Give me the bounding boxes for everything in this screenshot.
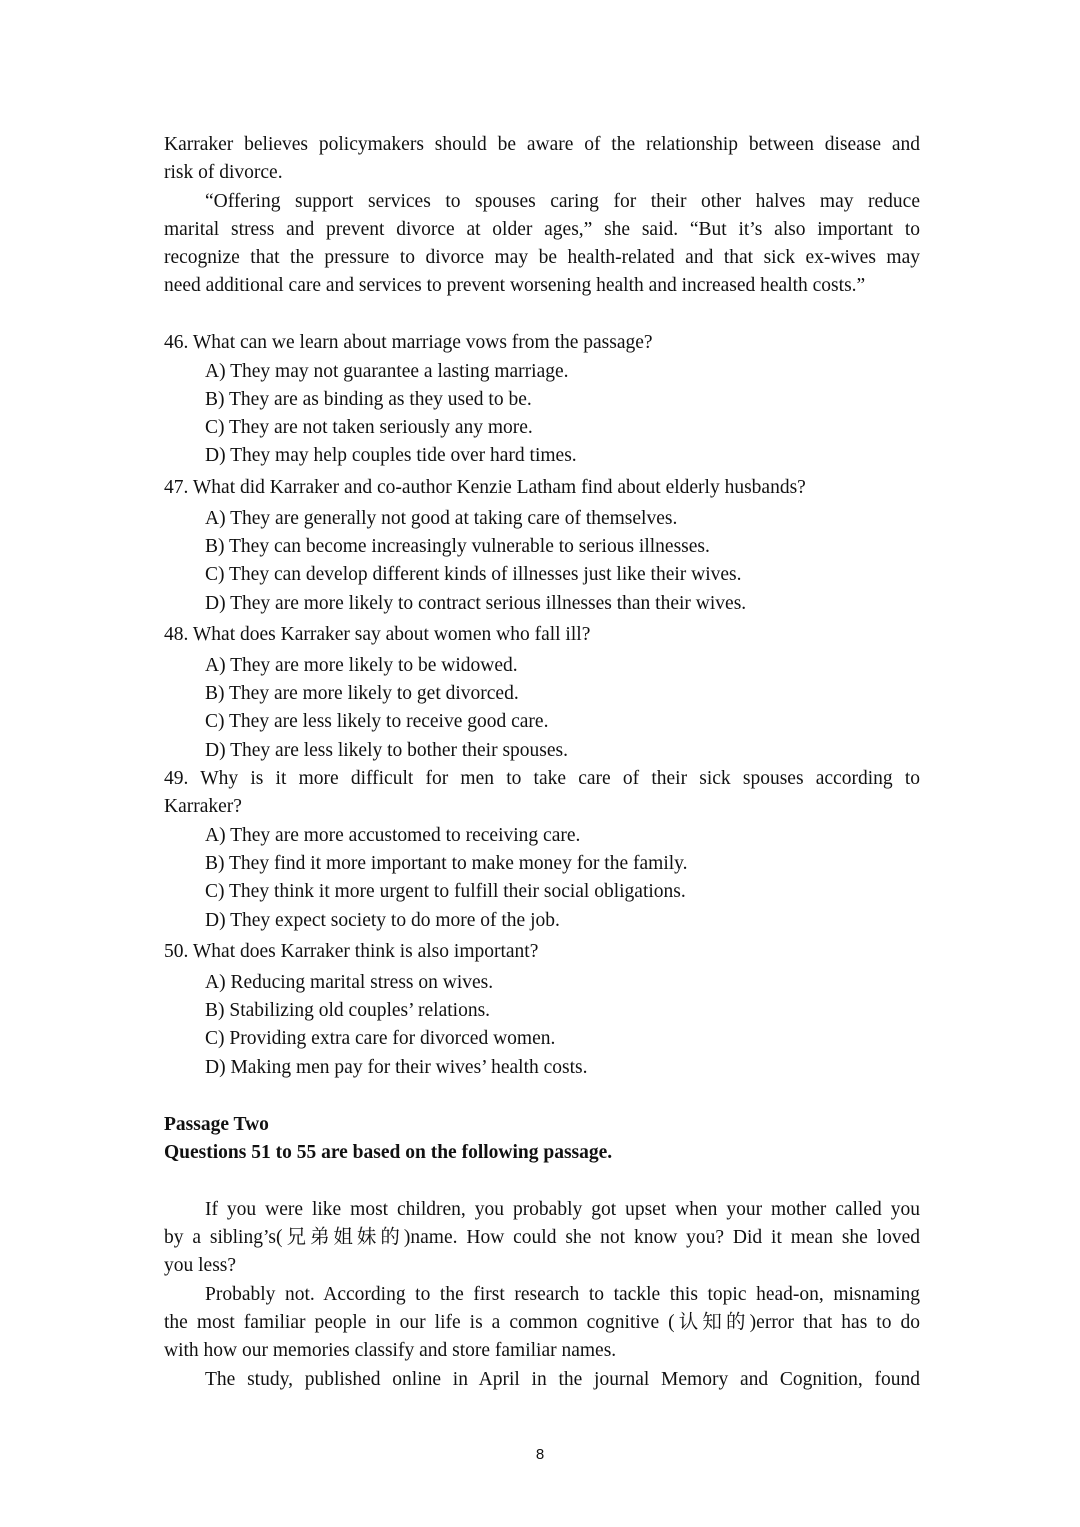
question-stem: 48. What does Karraker say about women who fall ill? [164,624,591,645]
intro-line: Karraker believes policymakers should be aware of the relationship between disease and [164,134,920,155]
answer-option: D) Making men pay for their wives’ health costs. [205,1057,588,1078]
question-stem: 50. What does Karraker think is also important? [164,941,539,962]
answer-option: D) They are less likely to bother their spouses. [205,740,569,761]
answer-option: D) They may help couples tide over hard times. [205,445,577,466]
answer-option: B) They are as binding as they used to be. [205,389,532,410]
intro-line: risk of divorce. [164,162,283,183]
question-stem: 46. What can we learn about marriage vows from the passage? [164,332,653,353]
quote-line: need additional care and services to prevent worsening health and increased health costs.” [164,275,866,296]
answer-option: C) They can develop different kinds of illnesses just like their wives. [205,564,742,585]
question-stem: 49. Why is it more difficult for men to take care of their sick spouses according to [164,768,920,789]
answer-option: B) They find it more important to make money for the family. [205,853,688,874]
answer-option: C) They are not taken seriously any more. [205,417,533,438]
answer-option: A) They are more likely to be widowed. [205,655,518,676]
quote-line: recognize that the pressure to divorce may be health-related and that sick ex-wives may [164,247,920,268]
passage-line: you less? [164,1255,237,1276]
passage-line: The study, published online in April in the journal Memory and Cognition, found [205,1369,920,1390]
passage-line: Probably not. According to the first research to tackle this topic head-on, misnaming [205,1284,920,1305]
question-stem: 47. What did Karraker and co-author Kenzie Latham find about elderly husbands? [164,477,806,498]
passage-subheading: Questions 51 to 55 are based on the following passage. [164,1142,613,1163]
answer-option: B) Stabilizing old couples’ relations. [205,1000,491,1021]
quote-line: marital stress and prevent divorce at older ages,” she said. “But it’s also important to [164,219,920,240]
answer-option: A) They are generally not good at taking care of themselves. [205,508,678,529]
passage-line: by a sibling’s(兄弟姐妹的)name. How could she not know you? Did it mean she loved [164,1227,920,1248]
answer-option: A) They are more accustomed to receiving care. [205,825,581,846]
passage-line: the most familiar people in our life is a common cognitive (认知的)error that has to do [164,1312,920,1333]
answer-option: C) They think it more urgent to fulfill their social obligations. [205,881,686,902]
passage-heading: Passage Two [164,1114,269,1135]
answer-option: A) They may not guarantee a lasting marriage. [205,361,569,382]
question-stem: Karraker? [164,796,242,817]
passage-line: If you were like most children, you probably got upset when your mother called you [205,1199,920,1220]
page-number: 8 [535,1446,545,1463]
answer-option: B) They can become increasingly vulnerable to serious illnesses. [205,536,710,557]
quote-line: “Offering support services to spouses caring for their other halves may reduce [205,191,920,212]
answer-option: D) They are more likely to contract serious illnesses than their wives. [205,593,747,614]
answer-option: D) They expect society to do more of the job. [205,910,560,931]
passage-line: with how our memories classify and store familiar names. [164,1340,617,1361]
answer-option: C) They are less likely to receive good care. [205,711,549,732]
answer-option: C) Providing extra care for divorced women. [205,1028,556,1049]
answer-option: A) Reducing marital stress on wives. [205,972,494,993]
answer-option: B) They are more likely to get divorced. [205,683,519,704]
